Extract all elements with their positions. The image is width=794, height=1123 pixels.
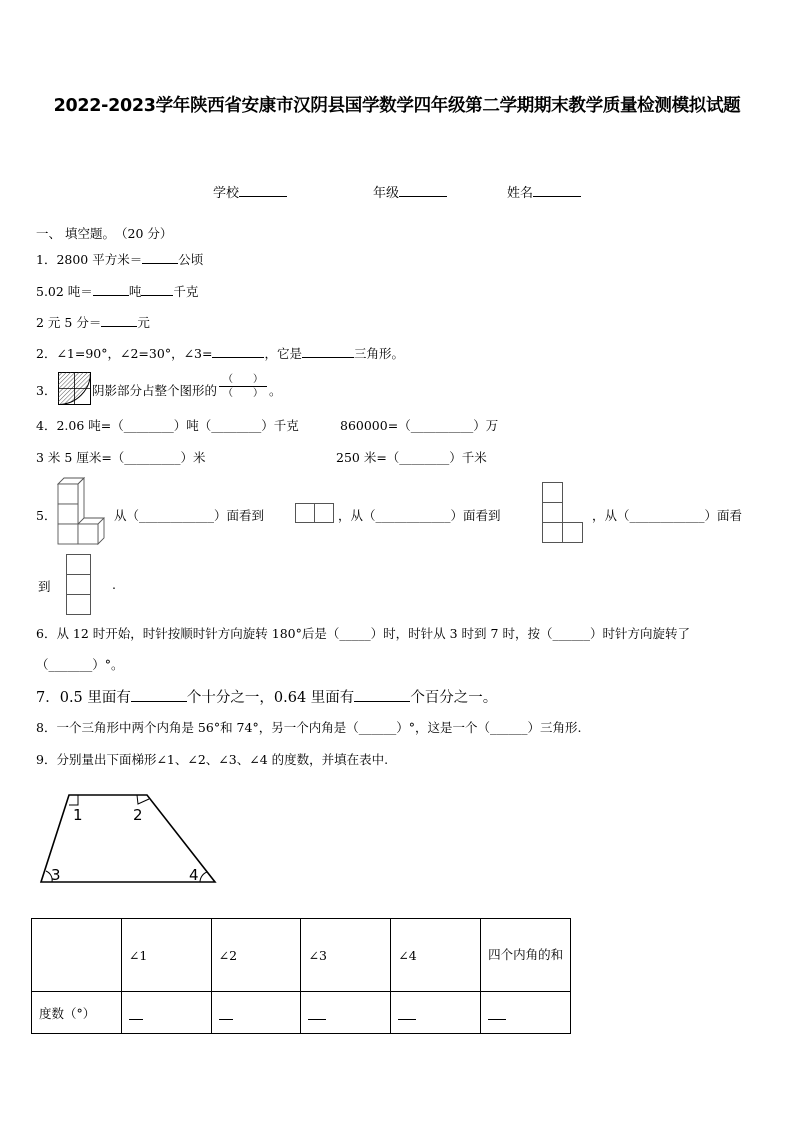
section-heading: 一、 填空题。 （20 分）	[36, 226, 173, 241]
name-field[interactable]	[507, 182, 581, 201]
q1-line-c: 2 元 5 分＝ 元	[36, 315, 150, 330]
cube-stack-figure	[58, 478, 108, 546]
school-label: 学校	[213, 186, 240, 201]
grade-field[interactable]	[373, 182, 447, 201]
q4-line-a: 4．2.06 吨=（________）吨（________）千克	[36, 418, 299, 433]
q4-line-b: 860000=（__________）万	[340, 418, 499, 433]
table-header-cell: ∠3	[301, 919, 391, 992]
q3-text: 阴影部分占整个图形的 $\frac{( )}{( )}$ 。	[92, 374, 282, 399]
answer-cell[interactable]	[481, 992, 571, 1034]
table-header-cell: ∠4	[391, 919, 481, 992]
angle-label-3: 3	[51, 866, 61, 884]
fraction-denominator[interactable]: （ ）	[223, 388, 264, 399]
table-header-cell: ∠2	[211, 919, 301, 992]
trapezoid-figure	[38, 792, 220, 888]
q4-line-c: 3 米 5 厘米=（_________）米	[36, 450, 206, 465]
angle-label-4: 4	[189, 866, 199, 884]
q4-line-d: 250 米=（________）千米	[336, 450, 487, 465]
table-row	[32, 992, 571, 1034]
view-l-shape	[542, 482, 584, 544]
q5-part1: 从（____________）面看到	[114, 508, 265, 523]
table-header-row	[32, 919, 571, 992]
q1-line-a: 1．2800 平方米＝ 公顷	[36, 252, 204, 267]
fraction-numerator[interactable]: （ ）	[223, 374, 264, 385]
school-field[interactable]	[213, 182, 287, 201]
q6-line-2: （_______）°。	[36, 657, 124, 672]
angle-label-2: 2	[133, 806, 143, 824]
name-label: 姓名	[507, 186, 534, 201]
q6-line-1: 6．从 12 时开始，时针按顺时针方向旋转 180°后是（_____）时，时针从 3 时到 7 时，按（______）时针方向旋转了	[36, 626, 690, 641]
row-label: 度数（°）	[32, 992, 122, 1034]
q5-part2: ，从（____________）面看到	[338, 508, 501, 523]
q5-part3: ，从（____________）面看	[592, 508, 743, 523]
q3-number: 3．	[36, 383, 57, 398]
page-title: 2022-2023学年陕西省安康市汉阴县国学数学四年级第二学期期末教学质量检测模拟试题	[53, 96, 741, 116]
answer-cell[interactable]	[301, 992, 391, 1034]
q5-number: 5．	[36, 508, 57, 523]
q7-line: 7．0.5 里面有 个十分之一，0.64 里面有 个百分之一。	[36, 686, 497, 707]
q5-part4: 到	[38, 579, 51, 594]
q5-end: .	[112, 577, 116, 592]
angle-table	[31, 918, 571, 1034]
q8-line: 8．一个三角形中两个内角是 56°和 74°，另一个内角是（______）°，这是一个（______）三角形.	[36, 720, 582, 735]
view-column-shape	[66, 554, 92, 616]
grade-label: 年级	[373, 186, 400, 201]
view-two-squares	[295, 503, 335, 523]
answer-cell[interactable]	[121, 992, 211, 1034]
answer-cell[interactable]	[211, 992, 301, 1034]
q2-line: 2．∠1=90°，∠2=30°，∠3= ，它是 三角形。	[36, 346, 404, 361]
q1-line-b: 5.02 吨＝ 吨 千克	[36, 284, 199, 299]
table-header-cell	[32, 919, 122, 992]
table-header-cell: 四个内角的和	[481, 919, 571, 992]
quarter-circle-figure	[58, 372, 91, 405]
angle-label-1: 1	[73, 806, 83, 824]
table-header-cell: ∠1	[121, 919, 211, 992]
q9-line: 9．分别量出下面梯形∠1、∠2、∠3、∠4 的度数，并填在表中.	[36, 752, 389, 767]
answer-cell[interactable]	[391, 992, 481, 1034]
